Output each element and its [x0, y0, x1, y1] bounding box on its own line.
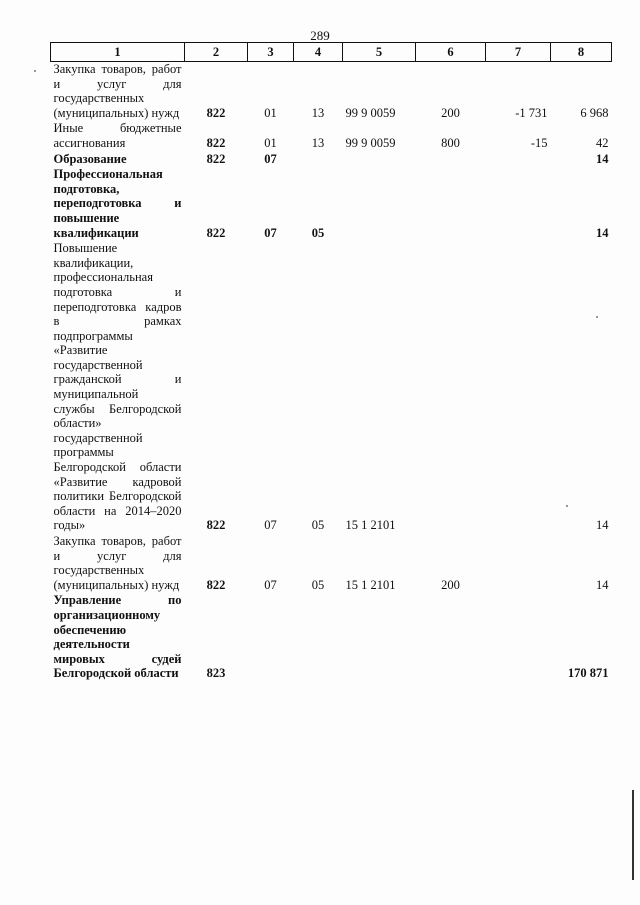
- row-name: Образование: [53, 151, 127, 166]
- row-amount: 170 871: [567, 666, 609, 681]
- col-header-5: 5: [343, 43, 416, 62]
- row-amount: 14: [596, 577, 609, 592]
- table-row: [51, 121, 612, 151]
- row-target-article: [343, 593, 416, 682]
- row-subsection: [294, 593, 343, 682]
- row-name: Закупка товаров, работ и услуг для государственных (муниципальных) нужд: [53, 534, 182, 592]
- scan-speck: [596, 316, 598, 318]
- row-change: -15: [530, 135, 548, 150]
- row-target-article: 99 9 0059: [345, 105, 396, 120]
- row-expense-type: [416, 241, 486, 534]
- row-ministry-code: 822: [206, 151, 226, 166]
- table-row: [51, 593, 612, 682]
- row-amount: 14: [596, 225, 609, 240]
- row-section: 01: [264, 105, 277, 120]
- col-header-4: 4: [294, 43, 343, 62]
- row-section: 07: [264, 225, 277, 240]
- row-change: -1 731: [515, 105, 548, 120]
- row-name: Повышение квалификации, профессиональная подготовка и переподготовка кадров в рамках подпрограммы «Развитие государственной гражданской и муниципальной службы Белгородской области» государственной программы Белгородской области «Развитие кадровой политики Белгородской области на 2014–2020 годы»: [53, 241, 182, 533]
- budget-table: [50, 42, 612, 682]
- row-expense-type: [416, 593, 486, 682]
- row-subsection: [294, 152, 343, 168]
- row-ministry-code: 823: [206, 666, 226, 681]
- col-header-1: 1: [51, 43, 185, 62]
- row-subsection: 05: [311, 577, 325, 592]
- row-name: Иные бюджетные ассигнования: [53, 121, 182, 150]
- row-ministry-code: 822: [206, 577, 226, 592]
- table-row: [51, 167, 612, 241]
- row-ministry-code: 822: [206, 518, 226, 533]
- table-row: [51, 534, 612, 593]
- row-target-article: 15 1 2101: [345, 577, 396, 592]
- row-section: 01: [264, 135, 277, 150]
- row-expense-type: [416, 152, 486, 168]
- row-ministry-code: 822: [206, 105, 226, 120]
- row-section: 07: [264, 518, 277, 533]
- row-expense-type: 200: [441, 105, 460, 120]
- row-subsection: 13: [311, 135, 325, 150]
- header-row: [51, 43, 612, 62]
- row-expense-type: 200: [441, 577, 460, 592]
- row-change: [486, 593, 551, 682]
- row-section: 07: [264, 577, 277, 592]
- col-header-2: 2: [185, 43, 248, 62]
- row-target-article: 99 9 0059: [345, 135, 396, 150]
- col-header-8: 8: [551, 43, 612, 62]
- row-amount: 14: [596, 151, 609, 166]
- table-row: [51, 62, 612, 122]
- row-ministry-code: 822: [206, 135, 226, 150]
- row-target-article: 15 1 2101: [345, 518, 396, 533]
- page-number: 289: [310, 28, 330, 43]
- scan-edge-mark: [632, 790, 634, 880]
- row-subsection: 05: [311, 225, 325, 240]
- row-target-article: [343, 152, 416, 168]
- row-ministry-code: 822: [206, 225, 226, 240]
- row-expense-type: [416, 167, 486, 241]
- row-expense-type: 800: [441, 135, 460, 150]
- scan-speck: [566, 505, 568, 507]
- row-name: Профессиональная подготовка, переподготовка и повышение квалификации: [53, 167, 182, 240]
- col-header-7: 7: [486, 43, 551, 62]
- row-section: 07: [264, 151, 277, 166]
- col-header-3: 3: [248, 43, 294, 62]
- row-change: [486, 152, 551, 168]
- row-section: [248, 593, 294, 682]
- row-change: [486, 241, 551, 534]
- row-amount: 42: [596, 135, 609, 150]
- row-change: [486, 167, 551, 241]
- table-row: [51, 241, 612, 534]
- scan-speck: [34, 70, 36, 72]
- table-row: [51, 152, 612, 168]
- row-subsection: 05: [311, 518, 325, 533]
- col-header-6: 6: [416, 43, 486, 62]
- row-amount: 6 968: [580, 105, 609, 120]
- row-subsection: 13: [311, 105, 325, 120]
- row-name: Управление по организационному обеспечению деятельности мировых судей Белгородской области: [53, 593, 182, 681]
- row-amount: 14: [596, 518, 609, 533]
- row-change: [486, 534, 551, 593]
- row-name: Закупка товаров, работ и услуг для государственных (муниципальных) нужд: [53, 62, 182, 120]
- row-target-article: [343, 167, 416, 241]
